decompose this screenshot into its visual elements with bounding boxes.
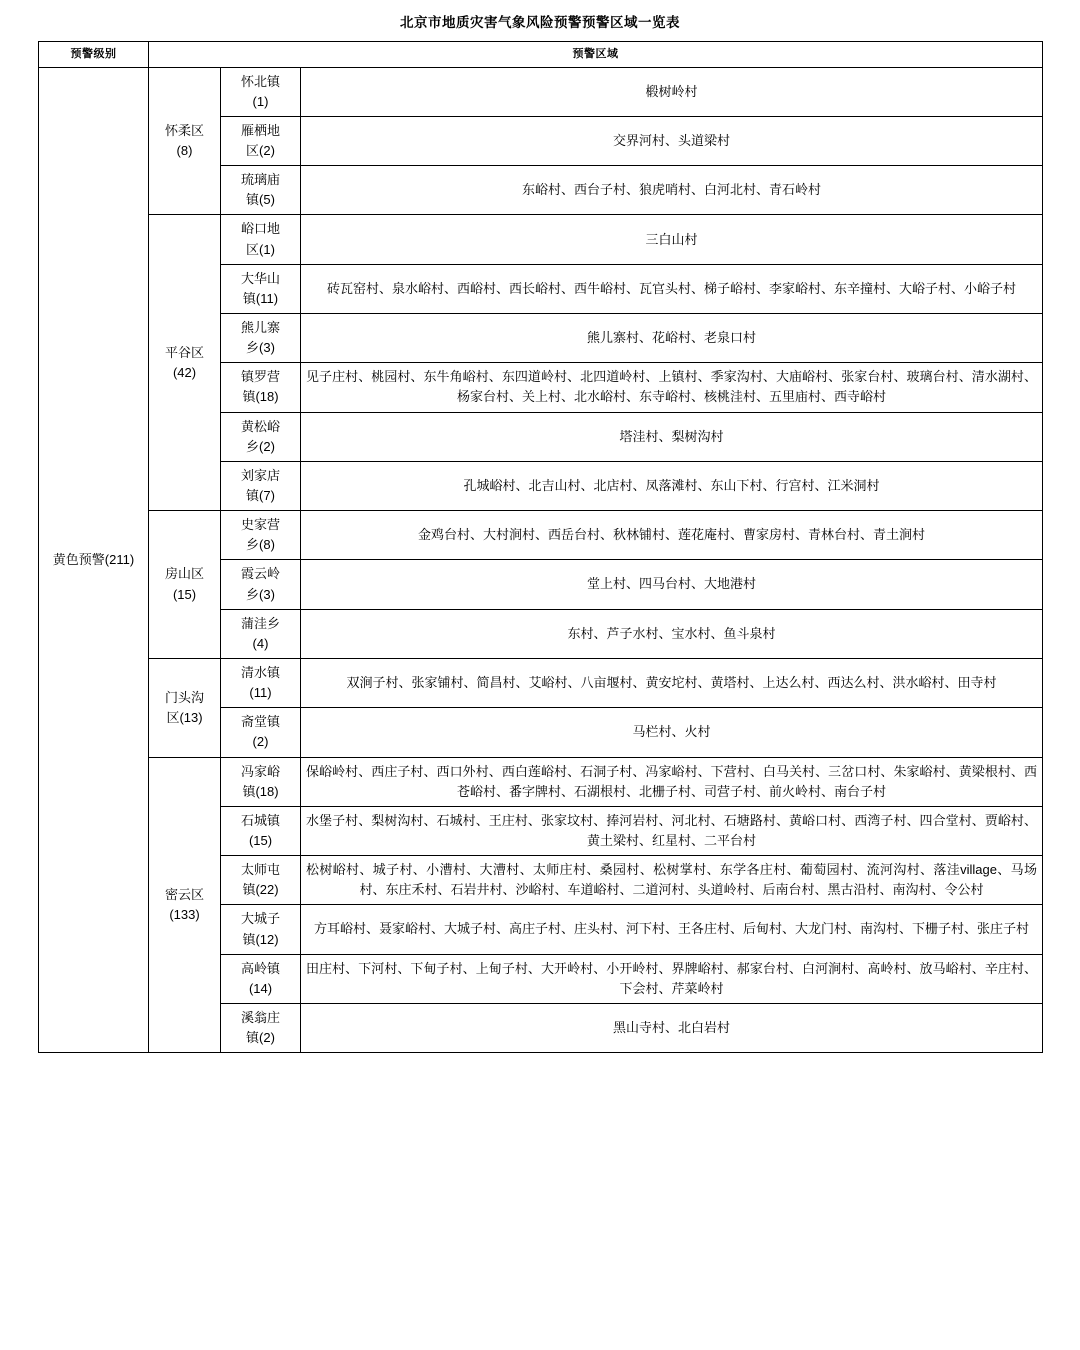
town-cell xyxy=(221,905,301,954)
town-name: 琉璃庙 xyxy=(240,172,280,188)
table-row xyxy=(39,67,1043,116)
town-name: 蒲洼乡 xyxy=(240,615,280,631)
town-count: (2) xyxy=(252,734,269,750)
villages-cell: 方耳峪村、聂家峪村、大城子村、高庄子村、庄头村、河下村、王各庄村、后甸村、大龙门村、南沟村、下栅子村、张庄子村 xyxy=(301,905,1043,954)
district-count: (133) xyxy=(169,906,200,922)
town-count: 镇(18) xyxy=(242,783,279,799)
villages-cell: 水堡子村、梨树沟村、石城村、王庄村、张家坟村、捧河岩村、河北村、石塘路村、黄峪口村、西湾子村、四合堂村、贾峪村、黄土梁村、红星村、二平台村 xyxy=(301,806,1043,855)
warning-level-cell: 黄色预警(211) xyxy=(39,67,149,1053)
town-count: (4) xyxy=(252,635,269,651)
town-cell xyxy=(221,806,301,855)
town-cell xyxy=(221,363,301,412)
town-cell xyxy=(221,461,301,510)
town-cell xyxy=(221,215,301,264)
villages-cell: 见子庄村、桃园村、东牛角峪村、东四道岭村、北四道岭村、上镇村、季家沟村、大庙峪村、张家台村、玻璃台村、清水湖村、杨家台村、关上村、北水峪村、东寺峪村、核桃洼村、五里庙村、西寺峪村 xyxy=(301,363,1043,412)
town-cell xyxy=(221,954,301,1003)
town-name: 斋堂镇 xyxy=(240,714,280,730)
villages-cell: 砖瓦窑村、泉水峪村、西峪村、西长峪村、西牛峪村、瓦官头村、梯子峪村、李家峪村、东辛撞村、大峪子村、小峪子村 xyxy=(301,264,1043,313)
town-name: 黄松峪 xyxy=(240,418,280,434)
town-count: 乡(2) xyxy=(246,438,275,454)
town-name: 大城子 xyxy=(240,911,280,927)
villages-cell: 东峪村、西台子村、狼虎哨村、白河北村、青石岭村 xyxy=(301,166,1043,215)
town-name: 大华山 xyxy=(240,270,280,286)
town-cell xyxy=(221,757,301,806)
district-cell xyxy=(149,658,221,757)
town-cell xyxy=(221,412,301,461)
district-count: 区(13) xyxy=(166,709,203,725)
town-count: (11) xyxy=(249,685,272,701)
villages-cell: 椴树岭村 xyxy=(301,67,1043,116)
district-name: 密云区 xyxy=(164,886,204,902)
town-cell xyxy=(221,609,301,658)
table-row xyxy=(39,215,1043,264)
town-name: 冯家峪 xyxy=(240,763,280,779)
district-cell xyxy=(149,757,221,1053)
town-count: 乡(3) xyxy=(246,586,275,602)
header-warning-area: 预警区域 xyxy=(149,41,1043,67)
town-name: 溪翁庄 xyxy=(240,1009,280,1025)
town-name: 太师屯 xyxy=(240,862,280,878)
town-cell xyxy=(221,1003,301,1052)
villages-cell: 东村、芦子水村、宝水村、鱼斗泉村 xyxy=(301,609,1043,658)
villages-cell: 黑山寺村、北白岩村 xyxy=(301,1003,1043,1052)
table-row xyxy=(39,658,1043,707)
villages-cell: 塔洼村、梨树沟村 xyxy=(301,412,1043,461)
villages-cell: 三白山村 xyxy=(301,215,1043,264)
town-cell xyxy=(221,314,301,363)
district-name: 门头沟 xyxy=(164,689,204,705)
town-name: 霞云岭 xyxy=(240,566,280,582)
villages-cell: 松树峪村、城子村、小漕村、大漕村、太师庄村、桑园村、松树掌村、东学各庄村、葡萄园村、流河沟村、落洼village、马场村、东庄禾村、石岩井村、沙峪村、车道峪村、二道河村、头道岭村、后南台村、黑古沿村、南沟村、令公村 xyxy=(301,856,1043,905)
town-name: 峪口地 xyxy=(240,221,280,237)
district-count: (15) xyxy=(172,586,197,602)
town-name: 熊儿寨 xyxy=(240,320,280,335)
town-name: 刘家店 xyxy=(240,467,280,483)
villages-cell: 双涧子村、张家铺村、简昌村、艾峪村、八亩堰村、黄安坨村、黄塔村、上达么村、西达么村、洪水峪村、田寺村 xyxy=(301,658,1043,707)
town-name: 石城镇 xyxy=(240,812,280,828)
town-cell xyxy=(221,856,301,905)
villages-cell: 交界河村、头道梁村 xyxy=(301,116,1043,165)
town-name: 清水镇 xyxy=(240,664,280,680)
villages-cell: 保峪岭村、西庄子村、西口外村、西白莲峪村、石洞子村、冯家峪村、下营村、白马关村、三岔口村、朱家峪村、黄梁根村、西苍峪村、番字牌村、石湖根村、北栅子村、司营子村、前火岭村、南台子村 xyxy=(301,757,1043,806)
villages-cell: 孔城峪村、北吉山村、北店村、凤落滩村、东山下村、行宫村、江米洞村 xyxy=(301,461,1043,510)
table-header-row xyxy=(39,41,1043,67)
town-cell xyxy=(221,658,301,707)
town-cell xyxy=(221,166,301,215)
town-count: 镇(2) xyxy=(246,1030,275,1046)
town-count: 镇(18) xyxy=(242,389,279,405)
district-name: 怀柔区 xyxy=(164,122,204,138)
district-name: 平谷区 xyxy=(164,344,204,360)
villages-cell: 马栏村、火村 xyxy=(301,708,1043,757)
town-cell xyxy=(221,264,301,313)
header-warning-level: 预警级别 xyxy=(39,41,149,67)
town-count: (15) xyxy=(248,832,273,848)
district-cell xyxy=(149,511,221,659)
table-row xyxy=(39,757,1043,806)
district-count: (42) xyxy=(172,364,197,380)
district-name: 房山区 xyxy=(164,566,204,582)
town-count: 镇(12) xyxy=(242,931,279,947)
district-cell xyxy=(149,215,221,511)
town-count: 镇(7) xyxy=(246,487,275,503)
town-cell xyxy=(221,511,301,560)
town-count: 区(1) xyxy=(246,241,275,257)
town-name: 史家营 xyxy=(240,517,280,533)
town-count: 乡(3) xyxy=(246,340,275,356)
town-count: 镇(5) xyxy=(246,192,275,208)
town-cell xyxy=(221,116,301,165)
table-row xyxy=(39,511,1043,560)
town-count: 镇(11) xyxy=(242,290,279,306)
villages-cell: 堂上村、四马台村、大地港村 xyxy=(301,560,1043,609)
district-cell xyxy=(149,67,221,215)
town-count: 区(2) xyxy=(246,143,275,159)
town-cell xyxy=(221,708,301,757)
villages-cell: 金鸡台村、大村涧村、西岳台村、秋林铺村、莲花庵村、曹家房村、青林台村、青土涧村 xyxy=(301,511,1043,560)
table-body xyxy=(39,67,1043,1053)
district-count: (8) xyxy=(176,143,193,159)
page-title: 北京市地质灾害气象风险预警预警区域一览表 xyxy=(400,15,680,30)
warning-area-table xyxy=(38,41,1043,1054)
town-name: 高岭镇 xyxy=(240,960,280,976)
town-count: (1) xyxy=(252,93,269,109)
town-name: 雁栖地 xyxy=(240,122,280,138)
town-count: (14) xyxy=(248,980,273,996)
town-name: 怀北镇 xyxy=(240,73,280,89)
town-name: 镇罗营 xyxy=(240,369,280,385)
town-cell xyxy=(221,560,301,609)
town-count: 乡(8) xyxy=(246,537,275,553)
villages-cell: 田庄村、下河村、下甸子村、上甸子村、大开岭村、小开岭村、界牌峪村、郝家台村、白河涧村、高岭村、放马峪村、辛庄村、下会村、芹菜岭村 xyxy=(301,954,1043,1003)
town-count: 镇(22) xyxy=(242,882,279,898)
town-cell xyxy=(221,67,301,116)
villages-cell: 熊儿寨村、花峪村、老泉口村 xyxy=(301,314,1043,363)
